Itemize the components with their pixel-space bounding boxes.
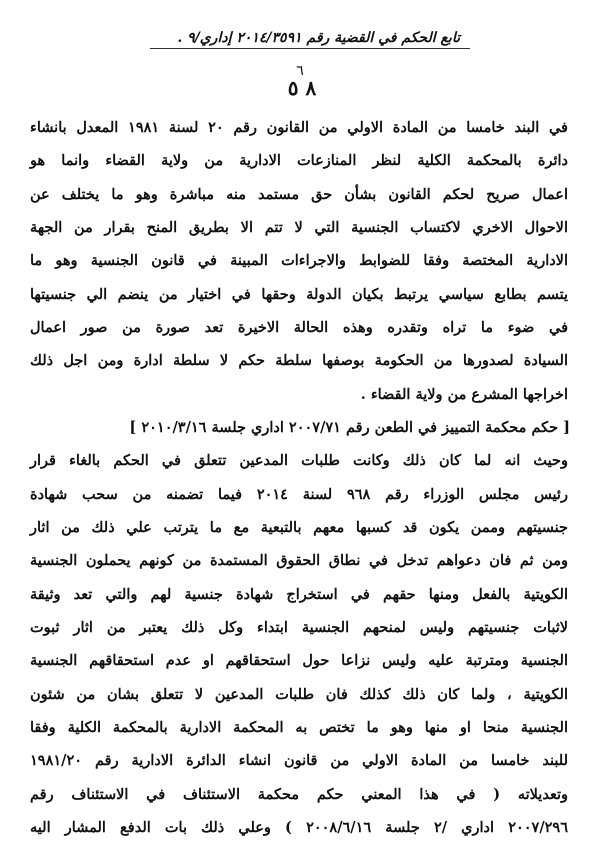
text-line: الجنسية ومترتبة عليه وليس نزاعا حول استحقاقهم او عدم استحقاقهم الجنسية [30, 652, 568, 669]
text-line: الادارية المختصة وفقا للضوابط والاجراءات المبينة في قانون الجنسية وهو ما [30, 252, 568, 269]
header-rule [150, 48, 470, 49]
text-line: وحيث انه لما كان ذلك وكانت طلبات المدعين تتعلق في الحكم بالغاء قرار [30, 452, 568, 469]
text-line: في ضوء ما تراه وتقدره وهذه الحالة الاخيرة تعد صورة من صور اعمال [30, 319, 568, 336]
text-line: للبند خامسا من المادة الاولي من قانون انشاء الدائرة الادارية رقم ١٩٨١/٢٠ [30, 752, 568, 769]
text-line: الجنسية منحا او منها وهو ما تختص به المحكمة الادارية بالمحكمة الكلية وفقا [30, 719, 568, 736]
citation-line: [ حكم محكمة التمييز في الطعن رقم ٢٠٠٧/٧١ اداري جلسة ٢٠١٠/٣/١٦ ] [129, 419, 570, 436]
page-header: تابع الحكم في القضية رقم ٢٠١٤/٣٥٩١ إداري/٩ . [177, 30, 460, 46]
text-line: الكويتية بالفعل ومنها حقهم في استخراج شهادة جنسية لهم والتي تعد وثيقة [30, 586, 568, 603]
text-line: في البند خامسا من المادة الاولي من القانون رقم ٢٠ لسنة ١٩٨١ المعدل بانشاء [30, 119, 568, 136]
text-line: ٢٠٠٧/٢٩٦ اداري /٢ جلسة ٢٠٠٨/٦/١٦ ) وعلي ذلك بات الدفع المشار اليه [30, 819, 568, 836]
page-number: ٦ [296, 63, 304, 79]
text-line: لاثبات جنسيتهم وليس لمنحهم الجنسية ابتداء وكل ذلك يعتبر من اثار ثبوت [30, 619, 568, 636]
handwritten-marks: ٨ ٥ [287, 76, 317, 100]
text-line: وتعديلاته ( في هذا المعني حكم محكمة الاستئناف في الاستئناف رقم [30, 786, 568, 803]
text-line: جنسيتهم وممن يكون قد كسبها معهم بالتبعية مع ما يترتب علي ذلك من اثار [30, 519, 568, 536]
text-line: الاحوال الاخري لاكتساب الجنسية التي لا تتم الا بطريق المنح بقرار من الجهة [30, 219, 568, 236]
text-line: الكويتية ، ولما كان ذلك كذلك فان طلبات المدعين لا تتعلق بشان من شئون [30, 686, 568, 703]
text-line: اعمال صريح لحكم القانون بشأن حق مستمد منه مباشرة وهو ما يختلف عن [30, 186, 568, 203]
text-line: دائرة بالمحكمة الكلية لنظر المنازعات الادارية من ولاية القضاء وانما هو [30, 152, 568, 169]
text-line: السيادة لصدورها من الحكومة بوصفها سلطة حكم لا سلطة ادارة ومن اجل ذلك [30, 352, 568, 369]
text-line: اخراجها المشرع من ولاية القضاء . [360, 386, 568, 403]
text-line: يتسم بطابع سياسي يرتبط بكيان الدولة وحقها في اختيار من ينضم الي جنسيتها [30, 286, 568, 303]
text-line: رئيس مجلس الوزراء رقم ٩٦٨ لسنة ٢٠١٤ فيما تضمنه من سحب شهادة [30, 486, 568, 503]
text-line: ومن ثم فان دعواهم تدخل في نطاق الحقوق المستمدة من كونهم يحملون الجنسية [30, 552, 568, 569]
